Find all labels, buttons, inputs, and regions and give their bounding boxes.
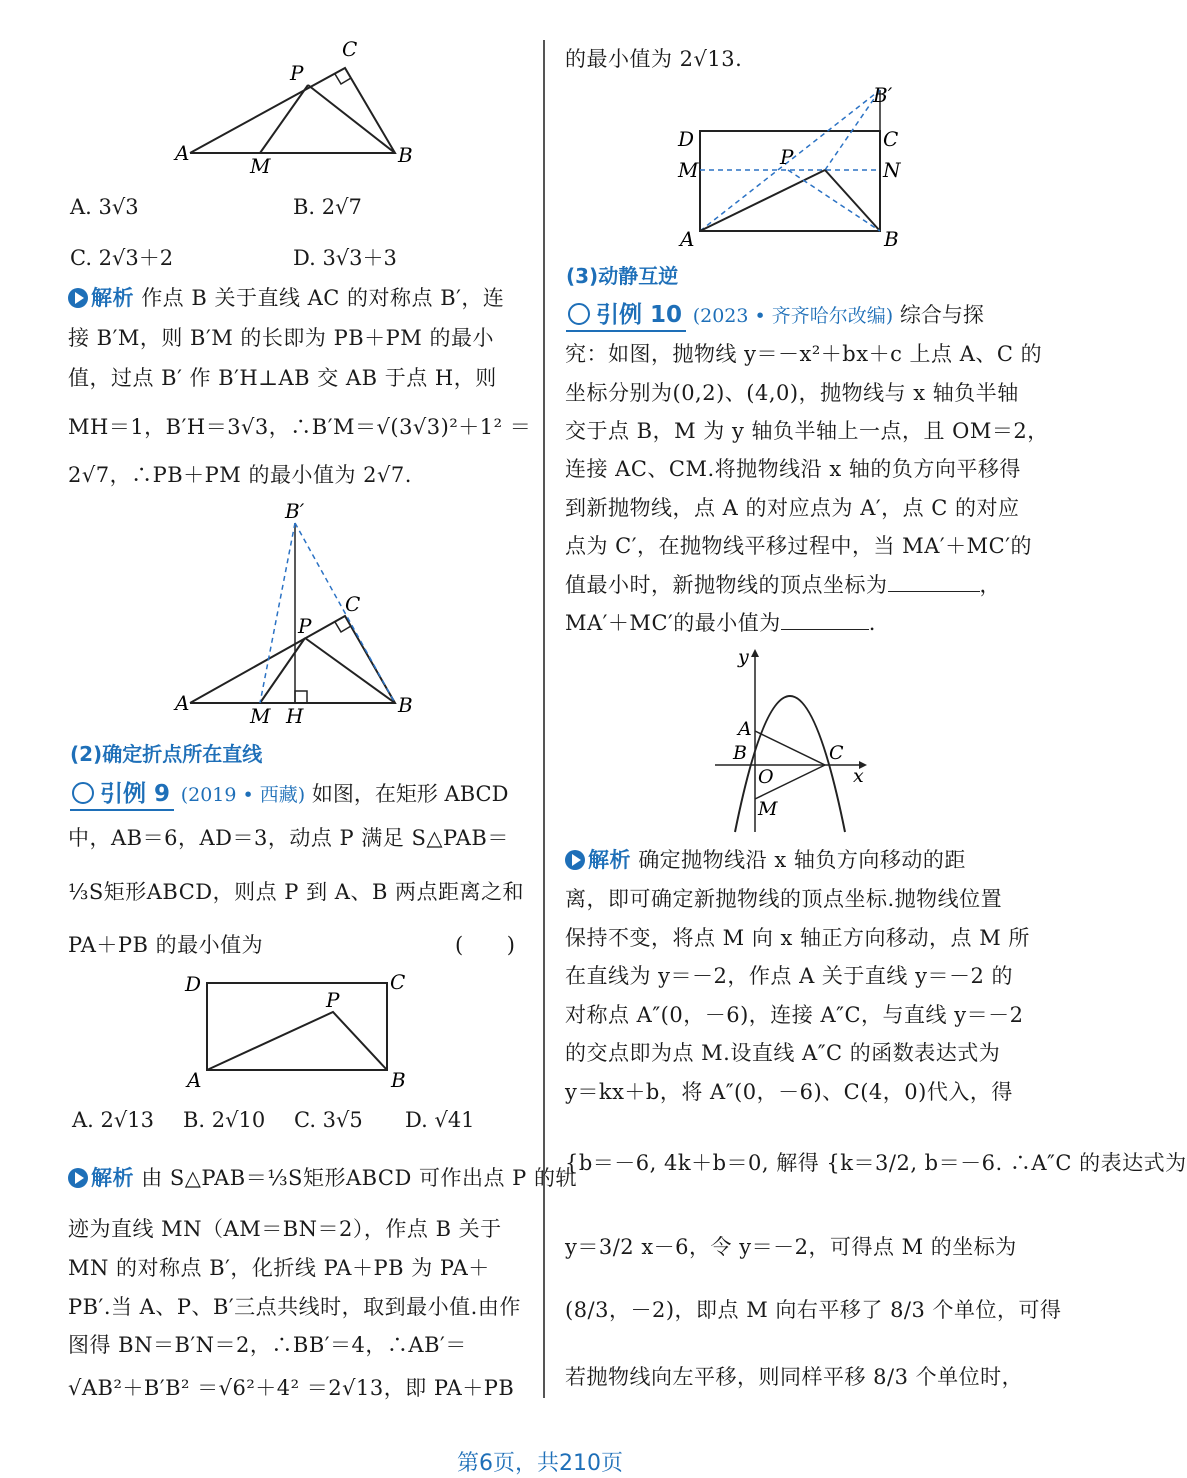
analysis-1-line-5: 2√7，∴PB＋PM 的最小值为 2√7. [68, 463, 412, 487]
analysis-2-line-2: 迹为直线 MN（AM＝BN＝2），作点 B 关于 [68, 1217, 502, 1241]
fig4-label-bprime: B′ [873, 83, 893, 107]
answer-blank-vertex[interactable] [888, 591, 980, 592]
example-10-line-9: MA′＋MC′的最小值为 . [565, 611, 876, 635]
fig1-label-b: B [398, 143, 413, 167]
analysis-3-line-7: y＝kx＋b，将 A″(0，－6)、C(4，0)代入，得 [565, 1080, 1013, 1104]
example-9-badge: 引例 9 [70, 779, 174, 811]
fig4-label-a: A [680, 227, 695, 251]
analysis-2-line-6: √AB²＋B′B² ＝√6²＋4² ＝2√13，即 PA＋PB [68, 1376, 515, 1400]
fig1-label-m: M [250, 154, 271, 178]
fig3-label-b: B [391, 1068, 406, 1092]
option-a: A. 3√3 [70, 195, 139, 219]
figure-rectangle-reflect [670, 80, 910, 255]
fig5-label-o: O [758, 766, 774, 788]
example-9-line-1: 引例 9 (2019 • 西藏) 如图，在矩形 ABCD [70, 779, 508, 811]
analysis-3-line-10: (8/3，－2)，即点 M 向右平移了 8/3 个单位，可得 [565, 1298, 1062, 1322]
fig4-label-d: D [678, 127, 695, 151]
fig2-label-h: H [286, 704, 304, 728]
fig5-label-c: C [829, 742, 844, 764]
fig4-label-c: C [883, 127, 899, 151]
option-d: D. 3√3＋3 [293, 246, 397, 270]
analysis-3-line-6: 的交点即为点 M.设直线 A″C 的函数表达式为 [565, 1041, 1001, 1065]
fig4-label-b: B [884, 227, 899, 251]
example-9-line-3: ⅓S矩形ABCD，则点 P 到 A、B 两点距离之和 [68, 880, 525, 904]
example-10-source: (2023 • 齐齐哈尔改编) [692, 305, 894, 327]
fig5-label-b: B [733, 742, 747, 764]
analysis-2-line-5: 图得 BN＝B′N＝2，∴BB′＝4，∴AB′＝ [68, 1333, 467, 1357]
play-icon [565, 850, 585, 870]
analysis-1-line-3: 值，过点 B′ 作 B′H⊥AB 交 AB 于点 H，则 [68, 366, 497, 390]
option-9a: A. 2√13 [72, 1108, 154, 1132]
analysis-3-line-8: {b＝－6, 4k＋b＝0, 解得 {k＝3/2, b＝－6. ∴A″C 的表达式为 [565, 1151, 1187, 1175]
analysis-3-line-4: 在直线为 y＝－2，作点 A 关于直线 y＝－2 的 [565, 964, 1013, 988]
example-10-line-7: 点为 C′，在抛物线平移过程中，当 MA′＋MC′的 [565, 534, 1032, 558]
option-b: B. 2√7 [293, 195, 362, 219]
section-heading-2: (2)确定折点所在直线 [70, 742, 263, 766]
play-icon [68, 1168, 88, 1188]
analysis-2-line-1: 解析 由 S△PAB＝⅓S矩形ABCD 可作出点 P 的轨 [68, 1163, 577, 1193]
example-10-line-3: 坐标分别为(0,2)、(4,0)，抛物线与 x 轴负半轴 [565, 381, 1019, 405]
page-footer: 第6页，共210页 [457, 1451, 623, 1476]
option-9d: D. √41 [405, 1108, 475, 1132]
section-heading-3: (3)动静互逆 [566, 264, 679, 288]
fig5-label-y: y [738, 646, 749, 668]
example-10-line-4: 交于点 B，M 为 y 轴负半轴上一点，且 OM＝2， [565, 419, 1049, 443]
example-10-line-6: 到新抛物线，点 A 的对应点为 A′，点 C 的对应 [565, 496, 1020, 520]
analysis-3-line-1: 解析 确定抛物线沿 x 轴负方向移动的距 [565, 845, 966, 875]
analysis-tag-3: 解析 [565, 845, 631, 875]
example-10-line-8: 值最小时，新抛物线的顶点坐标为 ， [565, 573, 1001, 597]
option-c: C. 2√3＋2 [70, 246, 174, 270]
example-10-line-2: 究：如图，抛物线 y＝－x²＋bx＋c 上点 A、C 的 [565, 342, 1043, 366]
fig5-label-a: A [738, 718, 752, 740]
continued-answer: 的最小值为 2√13. [565, 47, 743, 71]
fig4-label-m: M [678, 158, 699, 182]
answer-blank-min[interactable] [781, 629, 869, 630]
play-icon [68, 288, 88, 308]
fig2-label-b: B [398, 693, 413, 717]
analysis-3-line-2: 离，即可确定新抛物线的顶点坐标.抛物线位置 [565, 887, 1003, 911]
analysis-1-line-1: 解析 作点 B 关于直线 AC 的对称点 B′，连 [68, 283, 504, 313]
analysis-1-line-4: MH＝1，B′H＝3√3，∴B′M＝√(3√3)²＋1² ＝ [68, 415, 532, 439]
figure-triangle-2 [170, 498, 430, 728]
example-9-line-2: 中，AB＝6，AD＝3，动点 P 满足 S△PAB＝ [68, 826, 509, 850]
figure-parabola [705, 645, 875, 835]
example-10-line-1: 引例 10 (2023 • 齐齐哈尔改编) 综合与探 [566, 300, 984, 332]
example-10-line-5: 连接 AC、CM.将抛物线沿 x 轴的负方向平移得 [565, 457, 1021, 481]
column-divider [543, 40, 545, 1398]
analysis-1-line-2: 接 B′M，则 B′M 的长即为 PB＋PM 的最小 [68, 326, 494, 350]
analysis-2-line-4: PB′.当 A、P、B′三点共线时，取到最小值.由作 [68, 1295, 521, 1319]
fig4-label-p: P [780, 145, 794, 169]
fig4-label-n: N [883, 158, 901, 182]
analysis-2-line-3: MN 的对称点 B′，化折线 PA＋PB 为 PA＋ [68, 1256, 490, 1280]
fig2-label-p: P [298, 614, 312, 638]
fig2-label-c: C [345, 592, 361, 616]
fig5-label-m: M [758, 798, 778, 820]
fig2-label-bprime: B′ [285, 499, 305, 523]
answer-parentheses: ( ) [455, 933, 516, 957]
analysis-3-line-11: 若抛物线向左平移，则同样平移 8/3 个单位时， [565, 1365, 1024, 1389]
fig1-label-p: P [290, 61, 304, 85]
analysis-3-line-9: y＝3/2 x－6，令 y＝－2，可得点 M 的坐标为 [565, 1235, 1017, 1259]
figure-triangle-1 [170, 38, 430, 178]
fig3-label-a: A [187, 1068, 202, 1092]
fig3-label-d: D [185, 972, 202, 996]
fig2-label-m: M [250, 704, 271, 728]
analysis-3-line-5: 对称点 A″(0，－6)，连接 A″C，与直线 y＝－2 [565, 1003, 1024, 1027]
fig5-label-x: x [853, 765, 864, 787]
example-9-line-4: PA＋PB 的最小值为 [68, 933, 264, 957]
fig3-label-c: C [390, 970, 406, 994]
analysis-3-line-3: 保持不变，将点 M 向 x 轴正方向移动，点 M 所 [565, 926, 1030, 950]
option-9c: C. 3√5 [294, 1108, 363, 1132]
option-9b: B. 2√10 [183, 1108, 266, 1132]
example-10-badge: 引例 10 [566, 300, 686, 332]
analysis-tag-2: 解析 [68, 1163, 134, 1193]
figure-rectangle-9 [180, 965, 420, 1095]
fig1-label-a: A [175, 141, 190, 165]
fig1-label-c: C [342, 37, 358, 61]
analysis-tag: 解析 [68, 283, 134, 313]
fig2-label-a: A [175, 691, 190, 715]
example-9-source: (2019 • 西藏) [180, 784, 306, 806]
fig3-label-p: P [326, 988, 340, 1012]
